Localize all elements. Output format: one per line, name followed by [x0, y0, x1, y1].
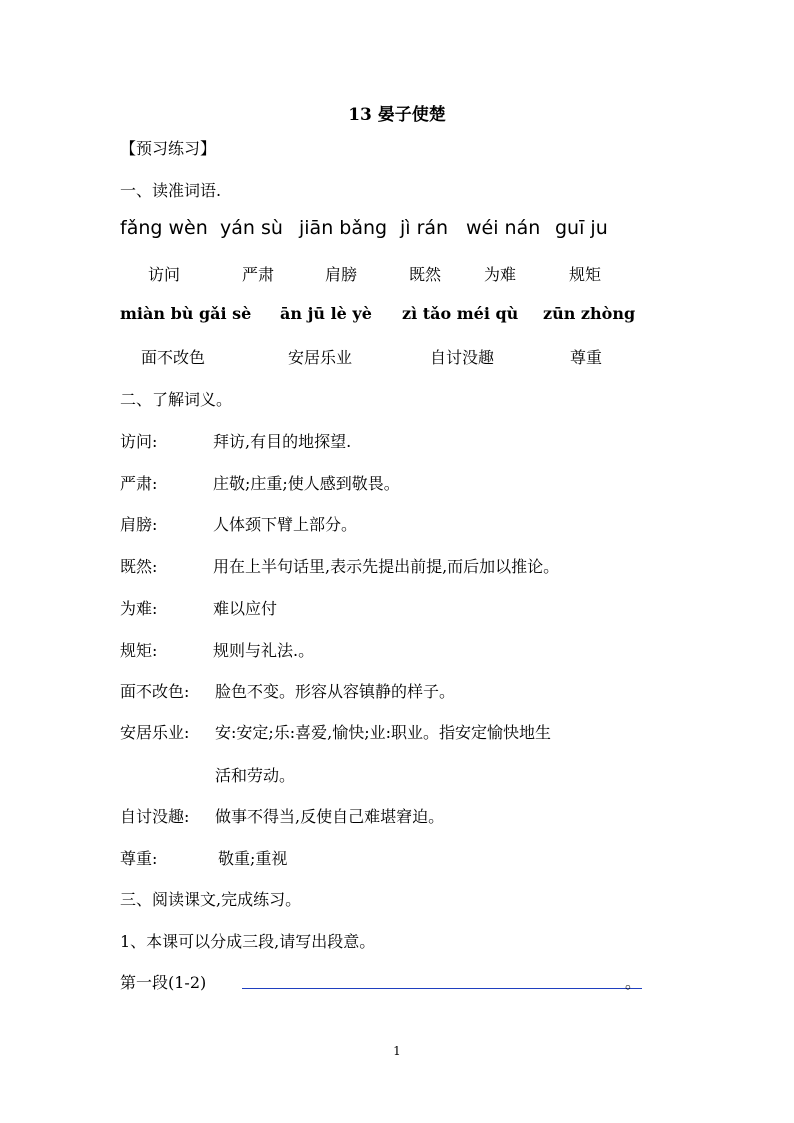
- word-zitaomeiqu: 自讨没趣: [430, 348, 495, 367]
- word-zunzhong: 尊重: [570, 348, 603, 367]
- document-title: 13 晏子使楚: [348, 105, 446, 125]
- term-yansu: 严肃:: [120, 474, 158, 493]
- def-jianbang: 人体颈下臂上部分。: [213, 515, 358, 534]
- def-anjuleye: 安:安定;乐:喜爱,愉快;业:职业。指安定愉快地生: [215, 723, 552, 742]
- word-jiran: 既然: [409, 265, 442, 284]
- def-weinan: 难以应付: [213, 599, 278, 618]
- pinyin-jiran: jì rán: [400, 217, 449, 239]
- term-jianbang: 肩膀:: [120, 515, 158, 534]
- pinyin-zitaomeiqu: zì tǎo méi qù: [402, 304, 519, 323]
- pinyin-yansu: yán sù: [220, 217, 283, 239]
- def-yansu: 庄敬;庄重;使人感到敬畏。: [213, 474, 400, 493]
- def-fangwen: 拜访,有目的地探望.: [213, 432, 352, 451]
- question-1-heading: 一、读准词语.: [120, 181, 222, 200]
- def-jiran: 用在上半句话里,表示先提出前提,而后加以推论。: [213, 557, 560, 576]
- question-2-heading: 二、了解词义。: [120, 390, 233, 409]
- pinyin-anjuleye: ān jū lè yè: [280, 304, 372, 323]
- term-jiran: 既然:: [120, 557, 158, 576]
- term-mianbugaise: 面不改色:: [120, 682, 190, 701]
- def-anjuleye-continued: 活和劳动。: [215, 766, 296, 785]
- pinyin-zunzhong: zūn zhòng: [543, 304, 636, 323]
- word-anjuleye: 安居乐业: [288, 348, 353, 367]
- pinyin-fangwen: fǎng wèn: [120, 217, 208, 239]
- term-fangwen: 访问:: [120, 432, 158, 451]
- word-fangwen: 访问: [148, 265, 181, 284]
- question-3-sub1: 1、本课可以分成三段,请写出段意。: [120, 932, 376, 951]
- def-mianbugaise: 脸色不变。形容从容镇静的样子。: [215, 682, 456, 701]
- page-number: 1: [393, 1044, 401, 1058]
- part1-end-punctuation: 。: [625, 973, 642, 992]
- def-guiju: 规则与礼法.。: [213, 641, 315, 660]
- term-anjuleye: 安居乐业:: [120, 723, 190, 742]
- section-preview-heading: 【预习练习】: [120, 139, 217, 158]
- word-yansu: 严肃: [242, 265, 275, 284]
- word-mianbugaise: 面不改色: [141, 348, 206, 367]
- term-zunzhong: 尊重:: [120, 849, 158, 868]
- question-3-heading: 三、阅读课文,完成练习。: [120, 890, 302, 909]
- term-weinan: 为难:: [120, 599, 158, 618]
- pinyin-weinan: wéi nán: [466, 217, 541, 239]
- word-weinan: 为难: [484, 265, 517, 284]
- part1-label: 第一段(1-2): [120, 973, 207, 992]
- term-zitaomeiqu: 自讨没趣:: [120, 807, 190, 826]
- word-jianbang: 肩膀: [325, 265, 358, 284]
- answer-blank-line[interactable]: [242, 988, 642, 989]
- word-guiju: 规矩: [569, 265, 602, 284]
- def-zitaomeiqu: 做事不得当,反使自己难堪窘迫。: [215, 807, 445, 826]
- pinyin-mianbugaise: miàn bù gǎi sè: [120, 304, 252, 323]
- term-guiju: 规矩:: [120, 641, 158, 660]
- pinyin-jianbang: jiān bǎng: [299, 217, 388, 239]
- pinyin-guiju: guī ju: [555, 217, 608, 239]
- def-zunzhong: 敬重;重视: [218, 849, 288, 868]
